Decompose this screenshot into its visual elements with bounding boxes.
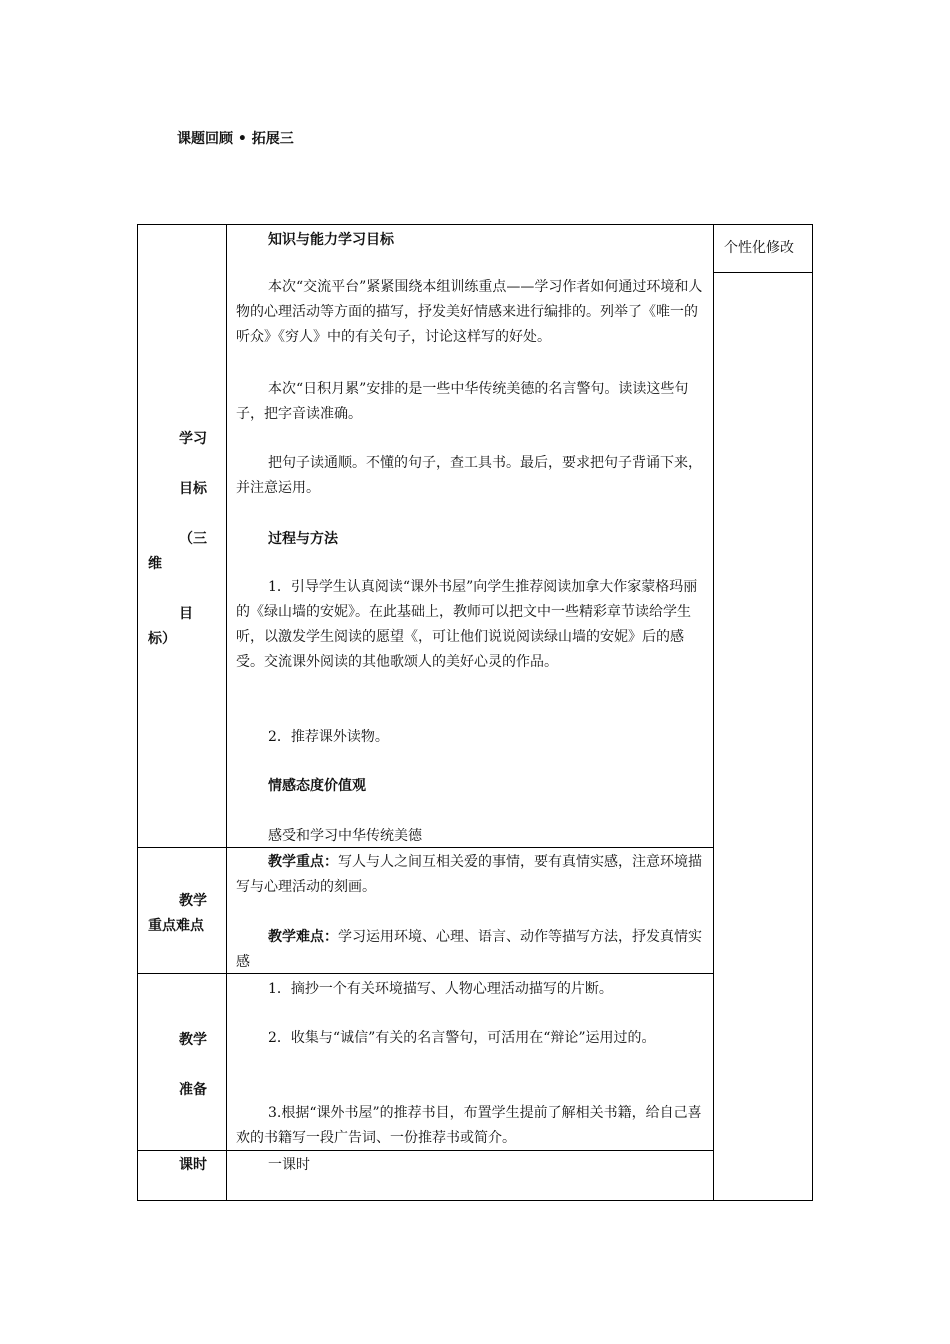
keypoints-label-1: 教学 bbox=[179, 893, 207, 909]
prep-label-1: 教学 bbox=[179, 1032, 207, 1048]
document-title: 课题回顾 • 拓展三 bbox=[177, 131, 294, 147]
period-value: 一课时 bbox=[268, 1157, 310, 1173]
prep-item-2-text: 2．收集与“诚信”有关的名言警句，可活用在“辩论”运用过的。 bbox=[268, 1030, 656, 1046]
keypoints-difficulty-text: 学习运用环境、心理、语言、动作等描写方法，抒发真情实感 bbox=[236, 929, 702, 970]
keypoints-focus bbox=[236, 850, 706, 900]
table-col-divider-2 bbox=[713, 224, 714, 1201]
goals-label-4: 维 bbox=[148, 556, 162, 572]
goals-label-5: 目 bbox=[179, 606, 193, 622]
keypoints-focus-label: 教学重点： bbox=[268, 854, 338, 870]
prep-item-2 bbox=[236, 1026, 706, 1051]
keypoints-difficulty bbox=[236, 925, 706, 975]
goals-label-3: （三 bbox=[179, 531, 207, 547]
goals-paragraph-2 bbox=[236, 377, 706, 427]
prep-item-1-text: 1．摘抄一个有关环境描写、人物心理活动描写的片断。 bbox=[268, 981, 613, 997]
prep-item-3 bbox=[236, 1101, 706, 1151]
prep-label-2: 准备 bbox=[179, 1082, 207, 1098]
goals-paragraph-6: 感受和学习中华传统美德 bbox=[268, 828, 422, 844]
goals-paragraph-1-text: 本次“交流平台”紧紧围绕本组训练重点——学习作者如何通过环境和人物的心理活动等方面的描写，抒发美好情感来进行编排的。列举了《唯一的听众》《穷人》中的有关句子，讨论这样写的好处。 bbox=[236, 279, 703, 345]
keypoints-label-2: 重点难点 bbox=[148, 918, 204, 934]
goals-heading-process: 过程与方法 bbox=[268, 531, 338, 547]
keypoints-focus-text: 写人与人之间互相关爱的事情，要有真情实感，注意环境描写与心理活动的刻画。 bbox=[236, 854, 702, 895]
table-col-divider-1 bbox=[226, 224, 227, 1201]
goals-heading-knowledge: 知识与能力学习目标 bbox=[268, 232, 394, 248]
period-label: 课时 bbox=[179, 1157, 207, 1173]
prep-item-3-text: 3.根据“课外书屋”的推荐书目，布置学生提前了解相关书籍，给自己喜欢的书籍写一段广告词、一份推荐书或简介。 bbox=[236, 1105, 702, 1146]
lesson-table bbox=[137, 224, 813, 1201]
keypoints-difficulty-label: 教学难点： bbox=[268, 929, 338, 945]
goals-label-6: 标） bbox=[148, 631, 176, 647]
goals-label-2: 目标 bbox=[179, 481, 207, 497]
goals-label-1: 学习 bbox=[179, 431, 207, 447]
goals-paragraph-3 bbox=[236, 451, 706, 501]
goals-paragraph-4-text: 1．引导学生认真阅读“课外书屋”向学生推荐阅读加拿大作家蒙格玛丽的《绿山墙的安妮》。在此基础上，教师可以把文中一些精彩章节读给学生听，以激发学生阅读的愿望《，可让他们说说阅读绿山墙的安妮》后的感受。交流课外阅读的其他歌颂人的美好心灵的作品。 bbox=[236, 579, 698, 670]
goals-paragraph-3-text: 把句子读通顺。不懂的句子，查工具书。最后，要求把句子背诵下来，并注意运用。 bbox=[236, 455, 702, 496]
personalized-edit-header: 个性化修改 bbox=[724, 240, 794, 256]
goals-paragraph-5 bbox=[236, 725, 706, 750]
side-header-divider bbox=[713, 272, 813, 273]
goals-paragraph-1 bbox=[236, 275, 706, 350]
goals-paragraph-2-text: 本次“日积月累”安排的是一些中华传统美德的名言警句。读读这些句子，把字音读准确。 bbox=[236, 381, 689, 422]
prep-item-1 bbox=[236, 977, 706, 1002]
goals-heading-attitude: 情感态度价值观 bbox=[268, 778, 366, 794]
goals-paragraph-4 bbox=[236, 575, 706, 675]
goals-paragraph-5-text: 2．推荐课外读物。 bbox=[268, 729, 389, 745]
